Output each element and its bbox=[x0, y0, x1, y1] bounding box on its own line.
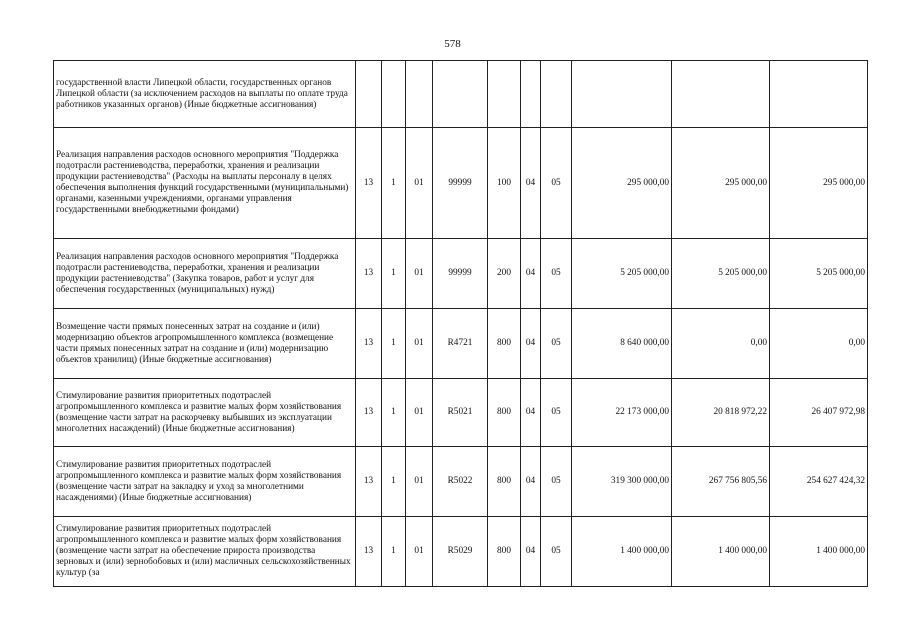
cell-subprogram: 1 bbox=[382, 128, 406, 239]
table-row bbox=[54, 309, 868, 379]
cell-program: 13 bbox=[356, 239, 382, 309]
cell-expense-type: 800 bbox=[488, 517, 521, 587]
cell-subprogram bbox=[382, 61, 406, 128]
cell-amount-3: 0,00 bbox=[770, 309, 868, 379]
cell-program: 13 bbox=[356, 128, 382, 239]
table-row bbox=[54, 239, 868, 309]
cell-amount-3 bbox=[770, 61, 868, 128]
table-row bbox=[54, 517, 868, 587]
row-description: Реализация направления расходов основного мероприятия "Поддержка подотрасли растениеводства, переработки, хранения и реализации продукции растениеводства" (Расходы на выплаты персоналу в целях обеспечения выполнения функций государственными (муниципальными) органами, казенными учреждениями, органами управления государственными внебюджетными фондами) bbox=[54, 128, 356, 239]
cell-subprogram: 1 bbox=[382, 309, 406, 379]
row-description: государственной власти Липецкой области, государственных органов Липецкой области (за исключением расходов на выплаты по оплате труда работников указанных органов) (Иные бюджетные ассигнования) bbox=[54, 61, 356, 128]
row-description: Стимулирование развития приоритетных подотраслей агропромышленного комплекса и развитие малых форм хозяйствования (возмещение части затрат на обеспечение прироста производства зерновых и (или) зернобобовых и (или) масличных сельскохозяйственных культур (за bbox=[54, 517, 356, 587]
cell-event: 01 bbox=[406, 517, 433, 587]
cell-section: 04 bbox=[521, 447, 541, 517]
cell-event: 01 bbox=[406, 379, 433, 447]
cell-expense-type: 800 bbox=[488, 309, 521, 379]
cell-section bbox=[521, 61, 541, 128]
cell-direction: R5029 bbox=[433, 517, 488, 587]
cell-direction: R5022 bbox=[433, 447, 488, 517]
table-row bbox=[54, 61, 868, 128]
cell-section: 04 bbox=[521, 239, 541, 309]
cell-program: 13 bbox=[356, 447, 382, 517]
cell-expense-type: 200 bbox=[488, 239, 521, 309]
cell-amount-2 bbox=[672, 61, 770, 128]
cell-direction: R5021 bbox=[433, 379, 488, 447]
cell-amount-3: 1 400 000,00 bbox=[770, 517, 868, 587]
table-row bbox=[54, 447, 868, 517]
cell-amount-2: 20 818 972,22 bbox=[672, 379, 770, 447]
cell-subsection: 05 bbox=[541, 128, 572, 239]
cell-amount-1: 295 000,00 bbox=[572, 128, 672, 239]
cell-amount-2: 1 400 000,00 bbox=[672, 517, 770, 587]
cell-expense-type bbox=[488, 61, 521, 128]
cell-amount-3: 26 407 972,98 bbox=[770, 379, 868, 447]
cell-program: 13 bbox=[356, 309, 382, 379]
budget-table bbox=[53, 60, 868, 587]
cell-subsection: 05 bbox=[541, 517, 572, 587]
cell-amount-2: 267 756 805,56 bbox=[672, 447, 770, 517]
cell-event: 01 bbox=[406, 447, 433, 517]
cell-amount-2: 5 205 000,00 bbox=[672, 239, 770, 309]
cell-subsection: 05 bbox=[541, 309, 572, 379]
cell-subsection: 05 bbox=[541, 447, 572, 517]
cell-amount-1: 8 640 000,00 bbox=[572, 309, 672, 379]
cell-amount-2: 0,00 bbox=[672, 309, 770, 379]
cell-direction: R4721 bbox=[433, 309, 488, 379]
row-description: Стимулирование развития приоритетных подотраслей агропромышленного комплекса и развитие малых форм хозяйствования (возмещение части затрат на закладку и уход за многолетними насаждениями) (Иные бюджетные ассигнования) bbox=[54, 447, 356, 517]
cell-program bbox=[356, 61, 382, 128]
row-description: Реализация направления расходов основного мероприятия "Поддержка подотрасли растениеводства, переработки, хранения и реализации продукции растениеводства" (Закупка товаров, работ и услуг для обеспечения государственных (муниципальных) нужд) bbox=[54, 239, 356, 309]
cell-amount-1: 5 205 000,00 bbox=[572, 239, 672, 309]
page-number: 578 bbox=[444, 38, 461, 50]
cell-event: 01 bbox=[406, 309, 433, 379]
cell-amount-3: 254 627 424,32 bbox=[770, 447, 868, 517]
cell-expense-type: 100 bbox=[488, 128, 521, 239]
cell-amount-3: 295 000,00 bbox=[770, 128, 868, 239]
cell-subprogram: 1 bbox=[382, 239, 406, 309]
cell-amount-1 bbox=[572, 61, 672, 128]
cell-event: 01 bbox=[406, 239, 433, 309]
cell-section: 04 bbox=[521, 379, 541, 447]
cell-expense-type: 800 bbox=[488, 379, 521, 447]
cell-program: 13 bbox=[356, 379, 382, 447]
cell-direction bbox=[433, 61, 488, 128]
cell-section: 04 bbox=[521, 517, 541, 587]
table-row bbox=[54, 379, 868, 447]
table-body bbox=[54, 61, 868, 587]
cell-event bbox=[406, 61, 433, 128]
cell-expense-type: 800 bbox=[488, 447, 521, 517]
cell-subsection: 05 bbox=[541, 239, 572, 309]
row-description: Возмещение части прямых понесенных затрат на создание и (или) модернизацию объектов агропромышленного комплекса (возмещение части прямых понесенных затрат на создание и (или) модернизацию объектов хранилищ) (Иные бюджетные ассигнования) bbox=[54, 309, 356, 379]
table-row bbox=[54, 128, 868, 239]
cell-direction: 99999 bbox=[433, 128, 488, 239]
cell-amount-3: 5 205 000,00 bbox=[770, 239, 868, 309]
cell-section: 04 bbox=[521, 309, 541, 379]
cell-amount-2: 295 000,00 bbox=[672, 128, 770, 239]
cell-subprogram: 1 bbox=[382, 379, 406, 447]
cell-subsection: 05 bbox=[541, 379, 572, 447]
cell-subsection bbox=[541, 61, 572, 128]
cell-event: 01 bbox=[406, 128, 433, 239]
cell-section: 04 bbox=[521, 128, 541, 239]
cell-amount-1: 1 400 000,00 bbox=[572, 517, 672, 587]
cell-program: 13 bbox=[356, 517, 382, 587]
cell-subprogram: 1 bbox=[382, 517, 406, 587]
cell-amount-1: 22 173 000,00 bbox=[572, 379, 672, 447]
cell-direction: 99999 bbox=[433, 239, 488, 309]
row-description: Стимулирование развития приоритетных подотраслей агропромышленного комплекса и развитие малых форм хозяйствования (возмещение части затрат на раскорчевку выбывших из эксплуатации многолетних насаждений) (Иные бюджетные ассигнования) bbox=[54, 379, 356, 447]
cell-amount-1: 319 300 000,00 bbox=[572, 447, 672, 517]
cell-subprogram: 1 bbox=[382, 447, 406, 517]
